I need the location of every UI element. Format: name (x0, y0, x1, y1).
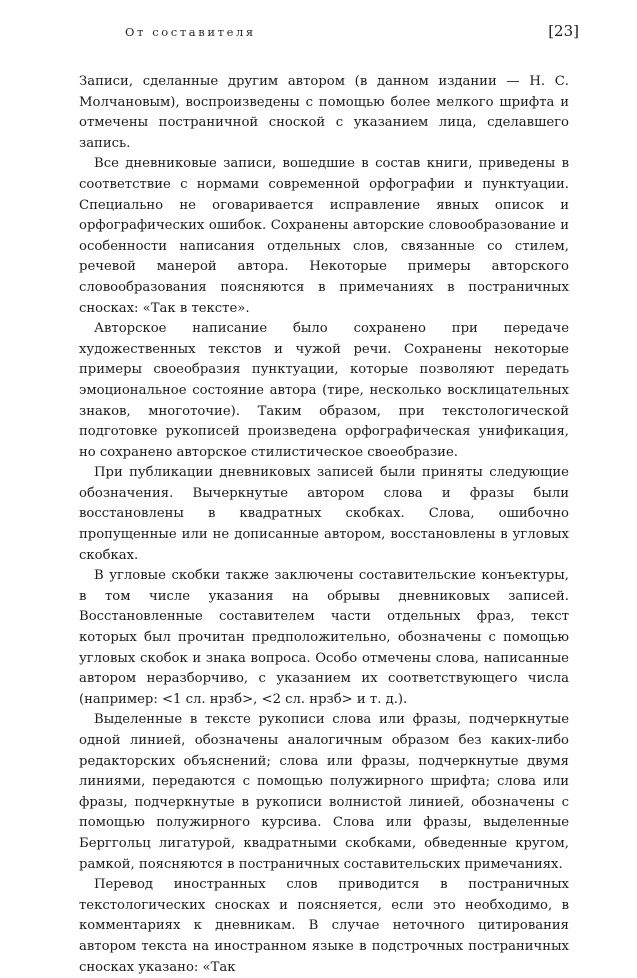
running-head: От составителя (125, 25, 256, 39)
body-text (79, 72, 569, 978)
paragraph: При публикации дневниковых записей были приняты следующие обозначения. Вычеркнутые автором слова и фразы были восстановлены в квадратных скобках. Слова, ошибочно пропущенные или не дописанные автором, восстановлены в угловых скобках. (79, 465, 569, 563)
paragraph: В угловые скобки также заключены составительские конъектуры, в том числе указания на обрывы дневниковых записей. Восстановленные составителем части отдельных фраз, текст которых был прочитан предположительно, обозначены с помощью угловых скобок и знака вопроса. Особо отмечены слова, написанные автором неразборчиво, с указанием их соответствующего числа (например: <1 сл. нрзб>, <2 сл. нрзб> и т. д.). (79, 568, 569, 707)
paragraph: Записи, сделанные другим автором (в данном издании — Н. С. Молчановым), воспроизведены с помощью более мелкого шрифта и отмечены постраничной сноской с указанием лица, сделавшего запись. (79, 74, 569, 151)
paragraph: Авторское написание было сохранено при передаче художественных текстов и чужой речи. Сохранены некоторые примеры своеобразия пунктуации, которые позволяют передать эмоциональное состояние автора (тире, несколько восклицательных знаков, многоточие). Таким образом, при текстологической подготовке рукописей произведена орфографическая унификация, но сохранено авторское стилистическое своеобразие. (79, 321, 569, 460)
paragraph: Все дневниковые записи, вошедшие в состав книги, приведены в соответствие с нормами современной орфографии и пунктуации. Специально не оговаривается исправление явных описок и орфографических ошибок. Сохранены авторские словообразование и особенности написания отдельных слов, связанные со стилем, речевой манерой автора. Некоторые примеры авторского словообразования поясняются в примечаниях в постраничных сносках: «Так в тексте». (79, 156, 569, 316)
page-number: [23] (548, 22, 579, 40)
paragraph: Выделенные в тексте рукописи слова или фразы, подчеркнутые одной линией, обозначены аналогичным образом без каких-либо редакторских объяснений; слова или фразы, подчеркнутые двумя линиями, передаются с помощью полужирного шрифта; слова или фразы, подчеркнутые в рукописи волнистой линией, обозначены с помощью полужирного курсива. Слова или фразы, выделенные Берггольц лигатурой, квадратными скобками, обведенные кругом, рамкой, поясняются в постраничных составительских примечаниях. (79, 712, 569, 872)
paragraph: Перевод иностранных слов приводится в постраничных текстологических сносках и поясняется, если это необходимо, в комментариях к дневникам. В случае неточного цитирования автором текста на иностранном языке в подстрочных постраничных сносках указано: «Так (79, 877, 569, 975)
